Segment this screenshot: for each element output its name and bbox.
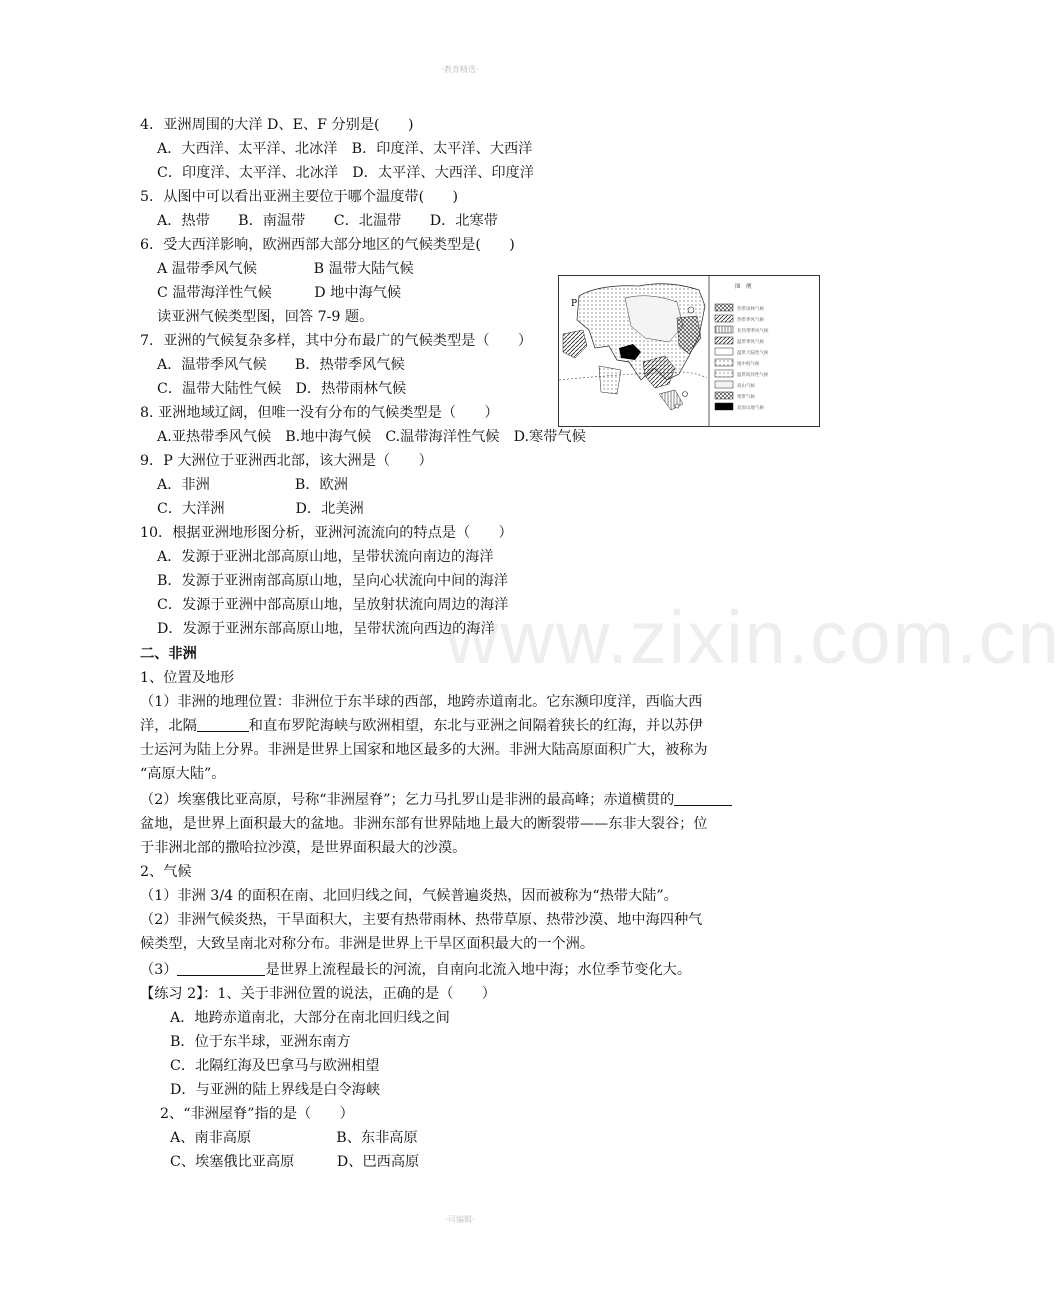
exercise-2-q2-options-ab: A、南非高原 B、东非高原 <box>170 1130 418 1146</box>
map-legend <box>715 304 769 411</box>
legend-label: 地中海气候 <box>737 362 760 367</box>
map-label-p: P <box>571 299 578 309</box>
legend-label: 寒带气候 <box>737 395 755 400</box>
fill-in-blank <box>674 789 732 806</box>
question-8-options: A.亚热带季风气候 B.地中海气候 C.温带海洋性气候 D.寒带气候 <box>157 429 586 445</box>
question-6: 6．受大西洋影响，欧洲西部大部分地区的气候类型是( ) <box>140 237 515 253</box>
legend-swatch <box>715 392 733 399</box>
question-7: 7．亚洲的气候复杂多样，其中分布最广的气候类型是（ ） <box>140 333 533 349</box>
legend-label: 亚热带季风气候 <box>737 329 769 334</box>
legend-label: 热带季风气候 <box>737 318 764 323</box>
map-reading-instruction: 读亚洲气候类型图，回答 7-9 题。 <box>157 309 374 325</box>
legend-swatch <box>715 315 733 322</box>
paragraph-climate-1: （1）非洲 3/4 的面积在南、北回归线之间，气候普遍炎热，因而被称为“热带大陆”。 <box>140 888 678 904</box>
legend-swatch <box>715 304 733 311</box>
question-9-options-ab: A．非洲 B．欧洲 <box>157 477 348 493</box>
asia-climate-map <box>558 275 820 427</box>
question-7-options-ab: A．温带季风气候 B．热带季风气候 <box>157 357 405 373</box>
question-7-options-cd: C．温带大陆性气候 D．热带雨林气候 <box>157 381 407 397</box>
question-6-options-ab: A 温带季风气候 B 温带大陆气候 <box>157 261 414 277</box>
legend-swatch <box>715 348 733 355</box>
legend-swatch <box>715 326 733 333</box>
fill-in-blank <box>177 959 265 976</box>
section-heading-africa: 二、非洲 <box>140 646 197 662</box>
paragraph-climate-2-line-1: （2）非洲气候炎热，干旱面积大，主要有热带雨林、热带草原、热带沙漠、地中海四种气 <box>140 912 703 928</box>
subheading-climate: 2、气候 <box>140 864 192 880</box>
question-9-options-cd: C．大洋洲 D．北美洲 <box>157 501 364 517</box>
question-4-options-cd: C．印度洋、太平洋、北冰洋 D．太平洋、大西洋、印度洋 <box>157 165 534 181</box>
legend-label: 高原山地气候 <box>737 406 764 411</box>
question-10: 10．根据亚洲地形图分析，亚洲河流流向的特点是（ ） <box>140 525 513 541</box>
question-6-options-cd: C 温带海洋性气候 D 地中海气候 <box>157 285 402 301</box>
question-5: 5．从图中可以看出亚洲主要位于哪个温度带( ) <box>140 189 459 205</box>
legend-swatch <box>715 403 733 410</box>
question-10-option-a: A．发源于亚洲北部高原山地，呈带状流向南边的海洋 <box>157 549 494 565</box>
page-header-mark: ·教育精选· <box>441 65 479 74</box>
question-8: 8. 亚洲地域辽阔，但唯一没有分布的气候类型是（ ） <box>140 405 499 421</box>
paragraph-climate-2-line-2: 候类型，大致呈南北对称分布。非洲是世界上干旱区面积最大的一个洲。 <box>140 936 595 952</box>
watermark: www.zixin.com.cn <box>445 596 1061 679</box>
paragraph-location-line-4: “高原大陆”。 <box>140 766 226 782</box>
question-9: 9．P 大洲位于亚洲西北部，该大洲是（ ） <box>140 453 433 469</box>
fill-in-blank <box>197 715 249 732</box>
legend-label: 温带大陆性气候 <box>737 351 769 356</box>
legend-swatch <box>715 370 733 377</box>
paragraph-terrain-line-1: （2）埃塞俄比亚高原，号称“非洲屋脊”；乞力马扎罗山是非洲的最高峰；赤道横贯的 <box>140 788 732 812</box>
exercise-2-q1-option-c: C．北隔红海及巴拿马与欧洲相望 <box>170 1058 380 1074</box>
map-legend-title: 图 例 <box>735 284 752 290</box>
paragraph-terrain-line-2: 盆地，是世界上面积最大的盆地。非洲东部有世界陆地上最大的断裂带——东非大裂谷；位 <box>140 816 708 832</box>
legend-label: 高山气候 <box>737 384 755 389</box>
exercise-2-q1-option-d: D．与亚洲的陆上界线是白令海峡 <box>170 1082 381 1098</box>
page-footer-mark: ·可编辑· <box>445 1215 475 1224</box>
exercise-2-q2-options-cd: C、埃塞俄比亚高原 D、巴西高原 <box>170 1154 420 1170</box>
question-4-options-ab: A．大西洋、太平洋、北冰洋 B．印度洋、太平洋、大西洋 <box>157 141 533 157</box>
legend-swatch <box>715 337 733 344</box>
question-4: 4．亚洲周围的大洋 D、E、F 分别是( ) <box>140 117 414 133</box>
legend-swatch <box>715 381 733 388</box>
subheading-location-terrain: 1、位置及地形 <box>140 670 235 686</box>
paragraph-location-line-1: （1）非洲的地理位置：非洲位于东半球的西部，地跨赤道南北。它东濒印度洋，西临大西 <box>140 694 703 710</box>
exercise-2-q1-option-b: B．位于东半球，亚洲东南方 <box>170 1034 351 1050</box>
question-10-option-c: C．发源于亚洲中部高原山地，呈放射状流向周边的海洋 <box>157 597 509 613</box>
legend-label: 温带海洋性气候 <box>737 373 769 378</box>
question-5-options: A．热带 B．南温带 C．北温带 D．北寒带 <box>157 213 498 229</box>
legend-label: 温带季风气候 <box>737 340 764 345</box>
paragraph-terrain-line-3: 于非洲北部的撒哈拉沙漠，是世界面积最大的沙漠。 <box>140 840 467 856</box>
paragraph-location-line-3: 士运河为陆上分界。非洲是世界上国家和地区最多的大洲。非洲大陆高原面积广大，被称为 <box>140 742 708 758</box>
legend-label: 热带雨林气候 <box>737 307 764 312</box>
exercise-2-q1-option-a: A．地跨赤道南北，大部分在南北回归线之间 <box>170 1010 450 1026</box>
exercise-2-question-1: 【练习 2】：1、关于非洲位置的说法，正确的是（ ） <box>140 986 496 1002</box>
legend-swatch <box>715 359 733 366</box>
question-10-option-d: D．发源于亚洲东部高原山地，呈带状流向西边的海洋 <box>157 621 495 637</box>
paragraph-climate-3: （3） 是世界上流程最长的河流，自南向北流入地中海；水位季节变化大。 <box>140 958 691 982</box>
asia-climate-map-drawing <box>559 276 819 426</box>
exercise-2-question-2: 2、“非洲屋脊”指的是（ ） <box>160 1106 354 1122</box>
question-10-option-b: B．发源于亚洲南部高原山地，呈向心状流向中间的海洋 <box>157 573 508 589</box>
paragraph-location-line-2: 洋，北隔 和直布罗陀海峡与欧洲相望，东北与亚洲之间隔着狭长的红海，并以苏伊 <box>140 714 703 738</box>
